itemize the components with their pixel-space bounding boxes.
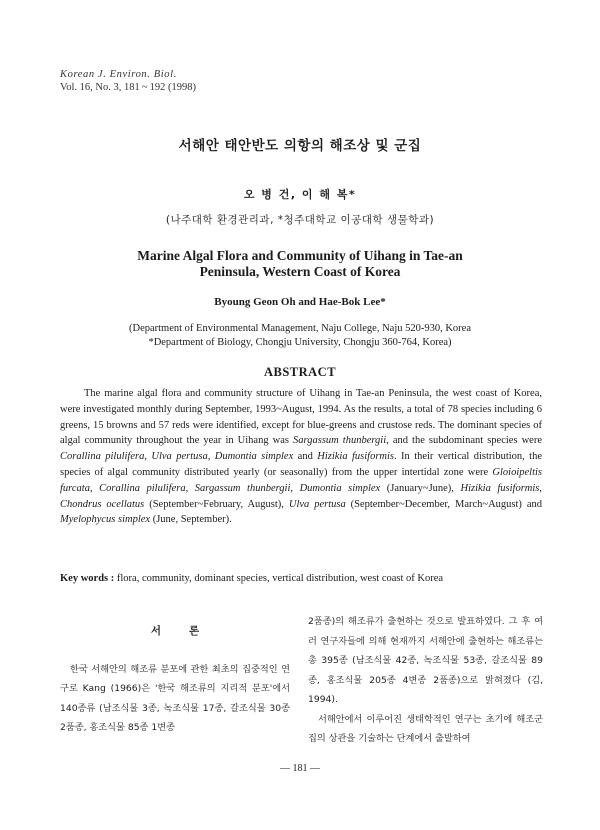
species-name: Sargassum thunbergii (194, 482, 291, 494)
affiliation-line2: *Department of Biology, Chongju University, Chongju 360-764, Korea) (148, 336, 452, 348)
species-name: Sargassum thunbergii (293, 435, 387, 447)
intro-left-column (60, 622, 290, 738)
species-name: Chondrus ocellatus (60, 498, 145, 510)
species-name: Ulva pertusa (151, 451, 208, 463)
species-name: Dumontia simplex (214, 451, 294, 463)
english-title-line2: Peninsula, Western Coast of Korea (199, 264, 401, 279)
abstract-text: The marine algal flora and community structure of Uihang in Tae-an Peninsula, the west coast of Korea, were investigated monthly during September, 1993~August, 1994. As the results, a total of 78 species including 6 greens, 15 browns and 57 reds were identified, except for blue-greens and crustose reds. The dominant species of algal community throughout the year in Uihang was (60, 388, 542, 447)
abstract-paragraph (60, 386, 542, 528)
species-name: Corallina pilulifera (99, 482, 186, 494)
species-name: Hizikia fusiformis (460, 482, 540, 494)
abstract-text: , and the subdominant species were (386, 435, 542, 447)
abstract-text: . In their vertical distribution, the species of algal community distributed yearly (or seasonally) from the upper intertidal zone were (60, 451, 543, 478)
korean-affiliation: (나주대학 환경관리과, *청주대학교 이공대학 생물학과) (165, 214, 435, 226)
intro-paragraph-3: 서해안에서 이루어진 생태학적인 연구는 초기에 해조군집의 상관을 기술하는 단계에서 출발하여 (308, 713, 543, 744)
abstract-body (60, 386, 542, 528)
species-name: Dumontia simplex (299, 482, 381, 494)
english-affiliation (0, 322, 600, 349)
intro-paragraph-2: 2품종)의 해조류가 출현하는 것으로 발표하였다. 그 후 여러 연구자들에 의해 현재까지 서해안에 출현하는 해조류는 총 395종 (남조식물 42종, 녹조식물 53종, 갈조식물 89종, 홍조식물 205종 4변종 2품종)으로 밝혀졌다 (김, 1994). (308, 616, 543, 705)
intro-paragraph-1: 한국 서해안의 해조류 분포에 관한 최초의 집중적인 연구로 Kang (1966)은 '한국 해조류의 지리적 분포'에서 140종류 (남조식물 3종, 녹조식물 17종, 갈조식물 30종 2품종, 홍조식물 85종 1변종 (60, 663, 290, 733)
english-title (0, 248, 600, 280)
page-number: — 181 — (280, 763, 320, 774)
keywords (60, 573, 542, 584)
journal-citation (60, 68, 196, 94)
affiliation-line1: (Department of Environmental Management, Naju College, Naju 520-930, Korea (128, 323, 472, 334)
journal-name: Korean J. Environ. Biol. (60, 69, 177, 80)
english-title-line1: Marine Algal Flora and Community of Uihang in Tae-an (137, 248, 463, 263)
keywords-label: Key words : (60, 573, 115, 584)
abstract-text: , (89, 482, 100, 494)
journal-volume: Vol. 16, No. 3, 181 ~ 192 (1998) (60, 82, 196, 93)
section-heading: 서론 (150, 625, 228, 637)
abstract-text: , (539, 482, 542, 494)
species-name: Gloioipeltis furcata (60, 466, 542, 494)
english-authors: Byoung Geon Oh and Hae-Bok Lee* (214, 296, 386, 308)
species-name: Ulva pertusa (288, 498, 346, 510)
abstract-text: (September~February, August), (144, 498, 289, 510)
abstract-text: , (207, 451, 215, 463)
abstract-heading: ABSTRACT (263, 365, 337, 379)
abstract-text: , (144, 451, 152, 463)
abstract-text: (September~December, March~August) and (345, 498, 542, 510)
abstract-text: (January~June), (380, 482, 461, 494)
species-name: Myelophycus simplex (60, 514, 151, 526)
species-name: Corallina pilulifera (60, 451, 145, 463)
korean-authors: 오 병 건, 이 해 복* (243, 188, 357, 201)
korean-title: 서해안 태안반도 의항의 해조상 및 군집 (178, 138, 422, 154)
abstract-text: , (290, 482, 300, 494)
abstract-text: (June, September). (150, 514, 232, 526)
abstract-text: , (185, 482, 195, 494)
abstract-text: and (293, 451, 318, 463)
keywords-text: flora, community, dominant species, vertical distribution, west coast of Korea (114, 573, 444, 584)
species-name: Hizikia fusiformis (317, 451, 394, 463)
intro-right-column (308, 612, 543, 749)
